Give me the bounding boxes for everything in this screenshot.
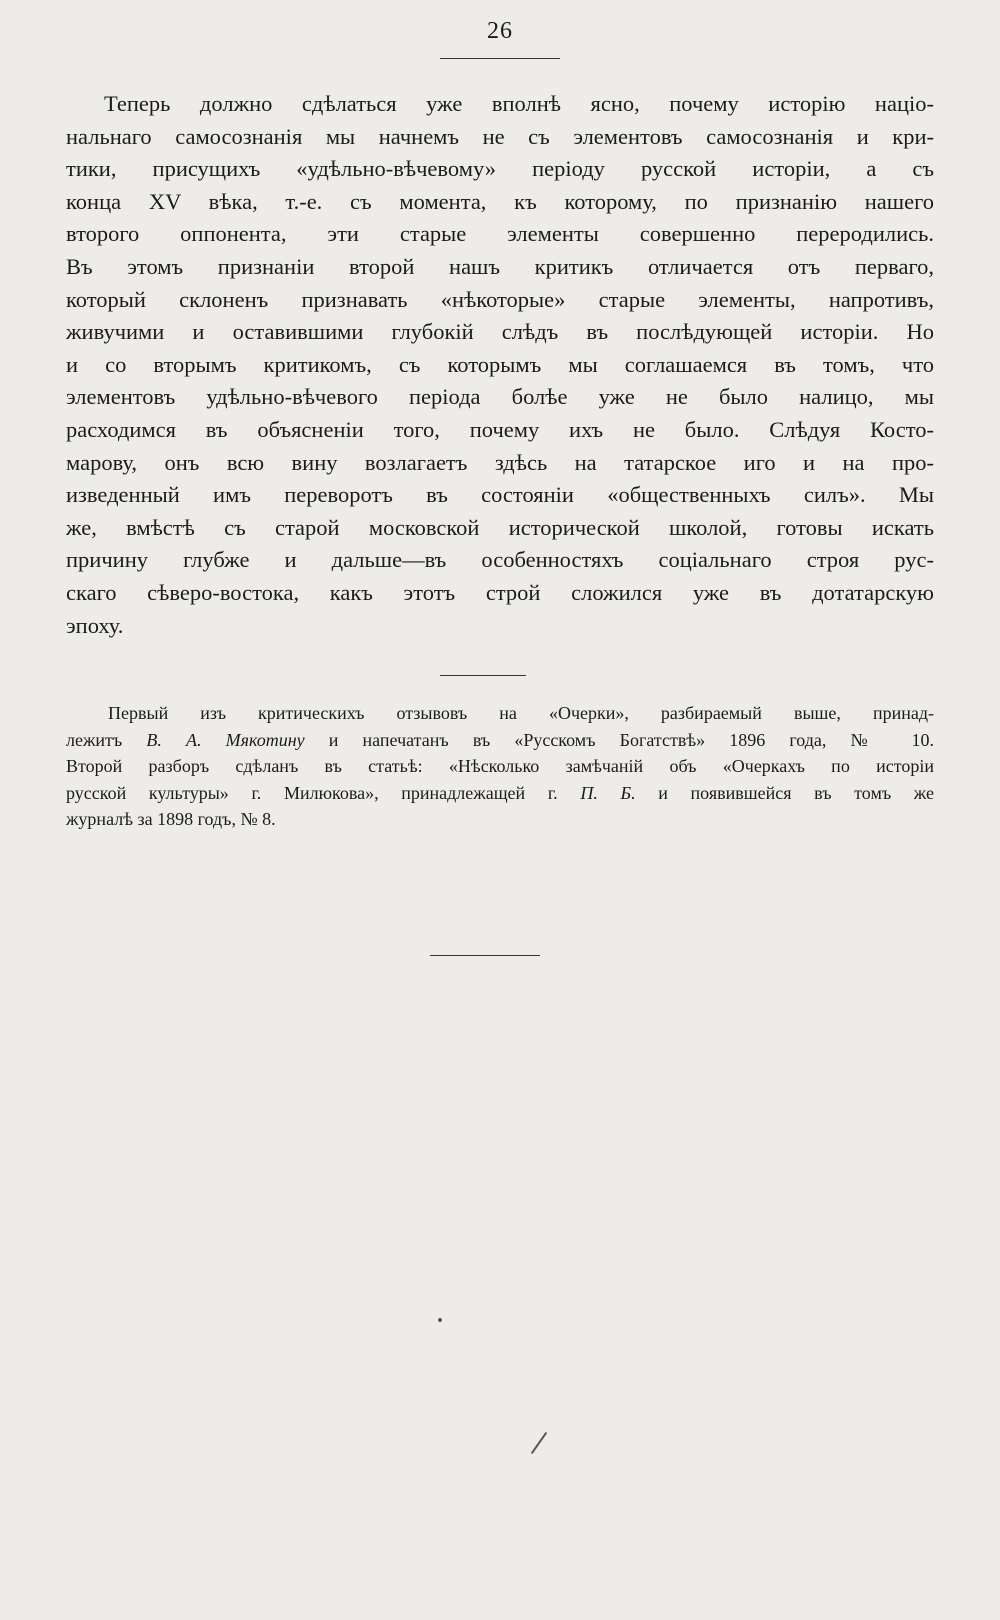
text-line: нальнаго самосознанія мы начнемъ не съ элементовъ самосознанія и кри-: [66, 123, 934, 149]
text-line: и со вторымъ критикомъ, съ которымъ мы соглашаемся въ томъ, что: [66, 351, 934, 377]
text-line: изведенный имъ переворотъ въ состояніи «общественныхъ силъ». Мы: [66, 482, 934, 508]
page-number: 26: [487, 18, 513, 44]
text-line: марову, онъ всю вину возлагаетъ здѣсь на татарское иго и на про-: [66, 449, 934, 475]
text-line: элементовъ удѣльно-вѣчевого періода болѣе уже не было налицо, мы: [66, 384, 934, 410]
section-divider: [440, 675, 526, 676]
footnote-line: Второй разборъ сдѣланъ въ статьѣ: «Нѣсколько замѣчаній объ «Очеркахъ по исторіи: [66, 756, 934, 776]
footnote-text: русской культуры» г. Милюкова», принадлежащей г.: [66, 782, 581, 803]
text-line: расходимся въ объясненіи того, почему ихъ не было. Слѣдуя Косто-: [66, 416, 934, 442]
text-line: живучими и оставившими глубокій слѣдъ въ послѣдующей исторіи. Но: [66, 319, 934, 345]
text-line: Въ этомъ признаніи второй нашъ критикъ отличается отъ перваго,: [66, 253, 934, 279]
text-line: эпоху.: [66, 612, 124, 638]
footnote-line: журналѣ за 1898 годъ, № 8.: [66, 809, 276, 829]
footnote-text: и напечатанъ въ «Русскомъ Богатствѣ» 1896 года, № 10.: [304, 729, 934, 750]
footnote-text: лежитъ: [66, 729, 147, 750]
scan-speck: [438, 1318, 442, 1322]
author-initials: П. Б.: [580, 782, 636, 803]
footnote-line: [66, 780, 934, 807]
footnote-line: [66, 727, 934, 754]
scan-speck: [531, 1432, 548, 1454]
text-line: же, вмѣстѣ съ старой московской исторической школой, готовы искать: [66, 514, 934, 540]
text-line: конца XV вѣка, т.-е. съ момента, къ которому, по признанію нашего: [66, 188, 934, 214]
footnote: [66, 700, 934, 833]
footnote-text: и появившейся въ томъ же: [635, 782, 934, 803]
main-paragraph: [66, 88, 934, 642]
author-name: В. А. Мякотину: [146, 729, 305, 750]
text-line: причину глубже и дальше—въ особенностяхъ соціальнаго строя рус-: [66, 547, 934, 573]
text-line: скаго сѣверо-востока, какъ этотъ строй сложился уже въ дотатарскую: [66, 579, 934, 605]
text-line: Теперь должно сдѣлаться уже вполнѣ ясно, почему исторію націо-: [104, 91, 934, 116]
text-line: который склоненъ признавать «нѣкоторые» старые элементы, напротивъ,: [66, 286, 934, 312]
header-rule: [440, 58, 560, 59]
text-line: тики, присущихъ «удѣльно-вѣчевому» періоду русской исторіи, а съ: [66, 156, 934, 182]
end-divider: [430, 955, 540, 956]
footnote-line: Первый изъ критическихъ отзывовъ на «Очерки», разбираемый выше, принад-: [108, 703, 934, 723]
text-line: второго оппонента, эти старые элементы совершенно переродились.: [66, 221, 934, 247]
